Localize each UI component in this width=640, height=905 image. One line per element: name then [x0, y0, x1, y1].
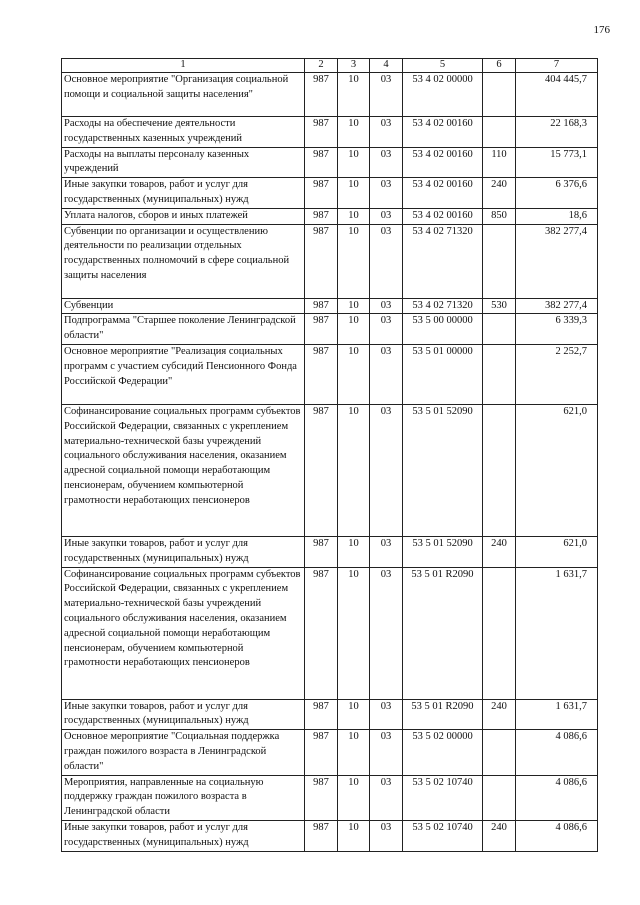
- cell-name: Основное мероприятие "Реализация социальных программ с участием субсидий Пенсионного Фонда Российской Федерации": [62, 344, 305, 404]
- cell-csr: 53 4 02 71320: [403, 224, 483, 298]
- cell-name: Мероприятия, направленные на социальную поддержку граждан пожилого возраста в Ленинградской области: [62, 775, 305, 820]
- table-row: [62, 208, 598, 224]
- cell-rz: 10: [338, 147, 370, 178]
- cell-name: Основное мероприятие "Организация социальной помощи и социальной защиты населения": [62, 73, 305, 117]
- table-row: [62, 536, 598, 567]
- column-header: 2: [305, 59, 338, 73]
- cell-ved: 987: [305, 344, 338, 404]
- cell-sum: 404 445,7: [516, 73, 598, 117]
- table-row: [62, 344, 598, 404]
- column-header: 1: [62, 59, 305, 73]
- table-row: [62, 404, 598, 536]
- cell-vr: 240: [483, 536, 516, 567]
- cell-name: Расходы на обеспечение деятельности государственных казенных учреждений: [62, 117, 305, 148]
- cell-ved: 987: [305, 820, 338, 851]
- cell-sum: 18,6: [516, 208, 598, 224]
- cell-pr: 03: [370, 224, 403, 298]
- cell-csr: 53 5 02 10740: [403, 775, 483, 820]
- header-row: [62, 59, 598, 73]
- cell-sum: 6 376,6: [516, 178, 598, 209]
- cell-ved: 987: [305, 224, 338, 298]
- cell-rz: 10: [338, 314, 370, 345]
- cell-ved: 987: [305, 567, 338, 699]
- cell-ved: 987: [305, 73, 338, 117]
- cell-csr: 53 4 02 00160: [403, 178, 483, 209]
- cell-sum: 1 631,7: [516, 699, 598, 730]
- cell-rz: 10: [338, 298, 370, 314]
- column-header: 3: [338, 59, 370, 73]
- cell-csr: 53 4 02 71320: [403, 298, 483, 314]
- cell-rz: 10: [338, 404, 370, 536]
- cell-sum: 22 168,3: [516, 117, 598, 148]
- column-header: 7: [516, 59, 598, 73]
- cell-ved: 987: [305, 178, 338, 209]
- table-row: [62, 73, 598, 117]
- cell-name: Иные закупки товаров, работ и услуг для государственных (муниципальных) нужд: [62, 699, 305, 730]
- cell-rz: 10: [338, 344, 370, 404]
- cell-vr: [483, 404, 516, 536]
- table-row: [62, 298, 598, 314]
- cell-name: Иные закупки товаров, работ и услуг для государственных (муниципальных) нужд: [62, 820, 305, 851]
- cell-pr: 03: [370, 567, 403, 699]
- cell-rz: 10: [338, 536, 370, 567]
- cell-sum: 6 339,3: [516, 314, 598, 345]
- cell-vr: [483, 730, 516, 775]
- cell-pr: 03: [370, 404, 403, 536]
- cell-vr: 240: [483, 699, 516, 730]
- cell-name: Основное мероприятие "Социальная поддержка граждан пожилого возраста в Ленинградской области": [62, 730, 305, 775]
- cell-rz: 10: [338, 730, 370, 775]
- cell-sum: 4 086,6: [516, 775, 598, 820]
- cell-csr: 53 4 02 00160: [403, 208, 483, 224]
- cell-ved: 987: [305, 536, 338, 567]
- cell-ved: 987: [305, 298, 338, 314]
- cell-csr: 53 4 02 00000: [403, 73, 483, 117]
- cell-rz: 10: [338, 699, 370, 730]
- cell-pr: 03: [370, 208, 403, 224]
- cell-ved: 987: [305, 775, 338, 820]
- cell-pr: 03: [370, 298, 403, 314]
- cell-sum: 15 773,1: [516, 147, 598, 178]
- cell-pr: 03: [370, 147, 403, 178]
- cell-pr: 03: [370, 775, 403, 820]
- cell-rz: 10: [338, 820, 370, 851]
- table-row: [62, 775, 598, 820]
- cell-pr: 03: [370, 730, 403, 775]
- cell-csr: 53 5 01 00000: [403, 344, 483, 404]
- table-row: [62, 820, 598, 851]
- cell-sum: 382 277,4: [516, 224, 598, 298]
- cell-csr: 53 4 02 00160: [403, 147, 483, 178]
- cell-csr: 53 4 02 00160: [403, 117, 483, 148]
- cell-name: Софинансирование социальных программ субъектов Российской Федерации, связанных с укреплением материально-технической базы учреждений социального обслуживания населения, оказанием адресной социальной помощи неработающим пенсионерам, обучением компьютерной грамотности неработающих пенсионеров: [62, 404, 305, 536]
- cell-pr: 03: [370, 314, 403, 345]
- cell-vr: 850: [483, 208, 516, 224]
- page-number: 176: [593, 24, 610, 36]
- table-row: [62, 117, 598, 148]
- cell-name: Иные закупки товаров, работ и услуг для государственных (муниципальных) нужд: [62, 178, 305, 209]
- cell-pr: 03: [370, 536, 403, 567]
- cell-vr: 530: [483, 298, 516, 314]
- cell-ved: 987: [305, 117, 338, 148]
- cell-vr: [483, 73, 516, 117]
- cell-rz: 10: [338, 73, 370, 117]
- cell-csr: 53 5 01 52090: [403, 536, 483, 567]
- cell-pr: 03: [370, 178, 403, 209]
- cell-name: Софинансирование социальных программ субъектов Российской Федерации, связанных с укреплением материально-технической базы учреждений социального обслуживания населения, оказанием адресной социальной помощи неработающим пенсионерам, обучением компьютерной грамотности неработающих пенсионеров: [62, 567, 305, 699]
- cell-rz: 10: [338, 224, 370, 298]
- cell-name: Иные закупки товаров, работ и услуг для государственных (муниципальных) нужд: [62, 536, 305, 567]
- cell-pr: 03: [370, 73, 403, 117]
- cell-csr: 53 5 00 00000: [403, 314, 483, 345]
- table-row: [62, 178, 598, 209]
- cell-sum: 621,0: [516, 404, 598, 536]
- cell-sum: 382 277,4: [516, 298, 598, 314]
- cell-vr: [483, 117, 516, 148]
- cell-rz: 10: [338, 208, 370, 224]
- cell-ved: 987: [305, 730, 338, 775]
- column-header: 5: [403, 59, 483, 73]
- cell-rz: 10: [338, 775, 370, 820]
- cell-sum: 1 631,7: [516, 567, 598, 699]
- cell-vr: 110: [483, 147, 516, 178]
- cell-ved: 987: [305, 699, 338, 730]
- cell-rz: 10: [338, 178, 370, 209]
- table-row: [62, 699, 598, 730]
- cell-ved: 987: [305, 404, 338, 536]
- cell-vr: 240: [483, 178, 516, 209]
- cell-vr: [483, 344, 516, 404]
- cell-sum: 2 252,7: [516, 344, 598, 404]
- cell-name: Подпрограмма "Старшее поколение Ленинградской области": [62, 314, 305, 345]
- cell-vr: [483, 775, 516, 820]
- table-row: [62, 224, 598, 298]
- table-row: [62, 567, 598, 699]
- cell-name: Субвенции по организации и осуществлению деятельности по реализации отдельных государственных полномочий в сфере социальной защиты населения: [62, 224, 305, 298]
- cell-name: Субвенции: [62, 298, 305, 314]
- cell-csr: 53 5 01 R2090: [403, 567, 483, 699]
- cell-rz: 10: [338, 567, 370, 699]
- cell-csr: 53 5 01 52090: [403, 404, 483, 536]
- table-row: [62, 730, 598, 775]
- cell-rz: 10: [338, 117, 370, 148]
- cell-ved: 987: [305, 208, 338, 224]
- column-header: 4: [370, 59, 403, 73]
- cell-sum: 4 086,6: [516, 730, 598, 775]
- cell-csr: 53 5 01 R2090: [403, 699, 483, 730]
- cell-pr: 03: [370, 699, 403, 730]
- cell-ved: 987: [305, 147, 338, 178]
- cell-ved: 987: [305, 314, 338, 345]
- cell-name: Уплата налогов, сборов и иных платежей: [62, 208, 305, 224]
- cell-vr: [483, 314, 516, 345]
- cell-pr: 03: [370, 117, 403, 148]
- cell-pr: 03: [370, 820, 403, 851]
- cell-name: Расходы на выплаты персоналу казенных учреждений: [62, 147, 305, 178]
- cell-pr: 03: [370, 344, 403, 404]
- budget-table: [61, 58, 598, 852]
- cell-csr: 53 5 02 00000: [403, 730, 483, 775]
- cell-sum: 4 086,6: [516, 820, 598, 851]
- cell-vr: [483, 224, 516, 298]
- table-row: [62, 147, 598, 178]
- cell-sum: 621,0: [516, 536, 598, 567]
- cell-csr: 53 5 02 10740: [403, 820, 483, 851]
- table-row: [62, 314, 598, 345]
- cell-vr: [483, 567, 516, 699]
- column-header: 6: [483, 59, 516, 73]
- cell-vr: 240: [483, 820, 516, 851]
